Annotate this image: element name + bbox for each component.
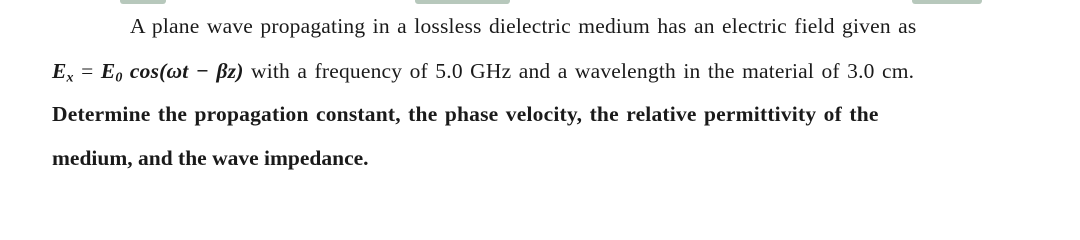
- cosine-expression: cos(ωt − βz): [122, 59, 244, 83]
- field-subscript: x: [66, 70, 74, 86]
- cropped-artifact-right: [912, 0, 982, 4]
- problem-line-1: A plane wave propagating in a lossless dielectric medium has an electric field given as: [130, 14, 917, 38]
- amplitude-symbol: E: [100, 59, 116, 83]
- problem-line-4: medium, and the wave impedance.: [52, 146, 369, 170]
- cropped-artifact-middle: [415, 0, 510, 4]
- problem-line-3: Determine the propagation constant, the phase velocity, the relative permittivity of the: [52, 102, 879, 126]
- equation: [52, 59, 244, 86]
- problem-line-2: [52, 58, 914, 91]
- cropped-artifact-left: [120, 0, 166, 4]
- equals-sign: =: [73, 59, 101, 83]
- amplitude-subscript: 0: [115, 70, 123, 86]
- field-symbol: E: [52, 59, 67, 83]
- problem-line-2-text: with a frequency of 5.0 GHz and a wavelength in the material of 3.0 cm.: [243, 59, 915, 83]
